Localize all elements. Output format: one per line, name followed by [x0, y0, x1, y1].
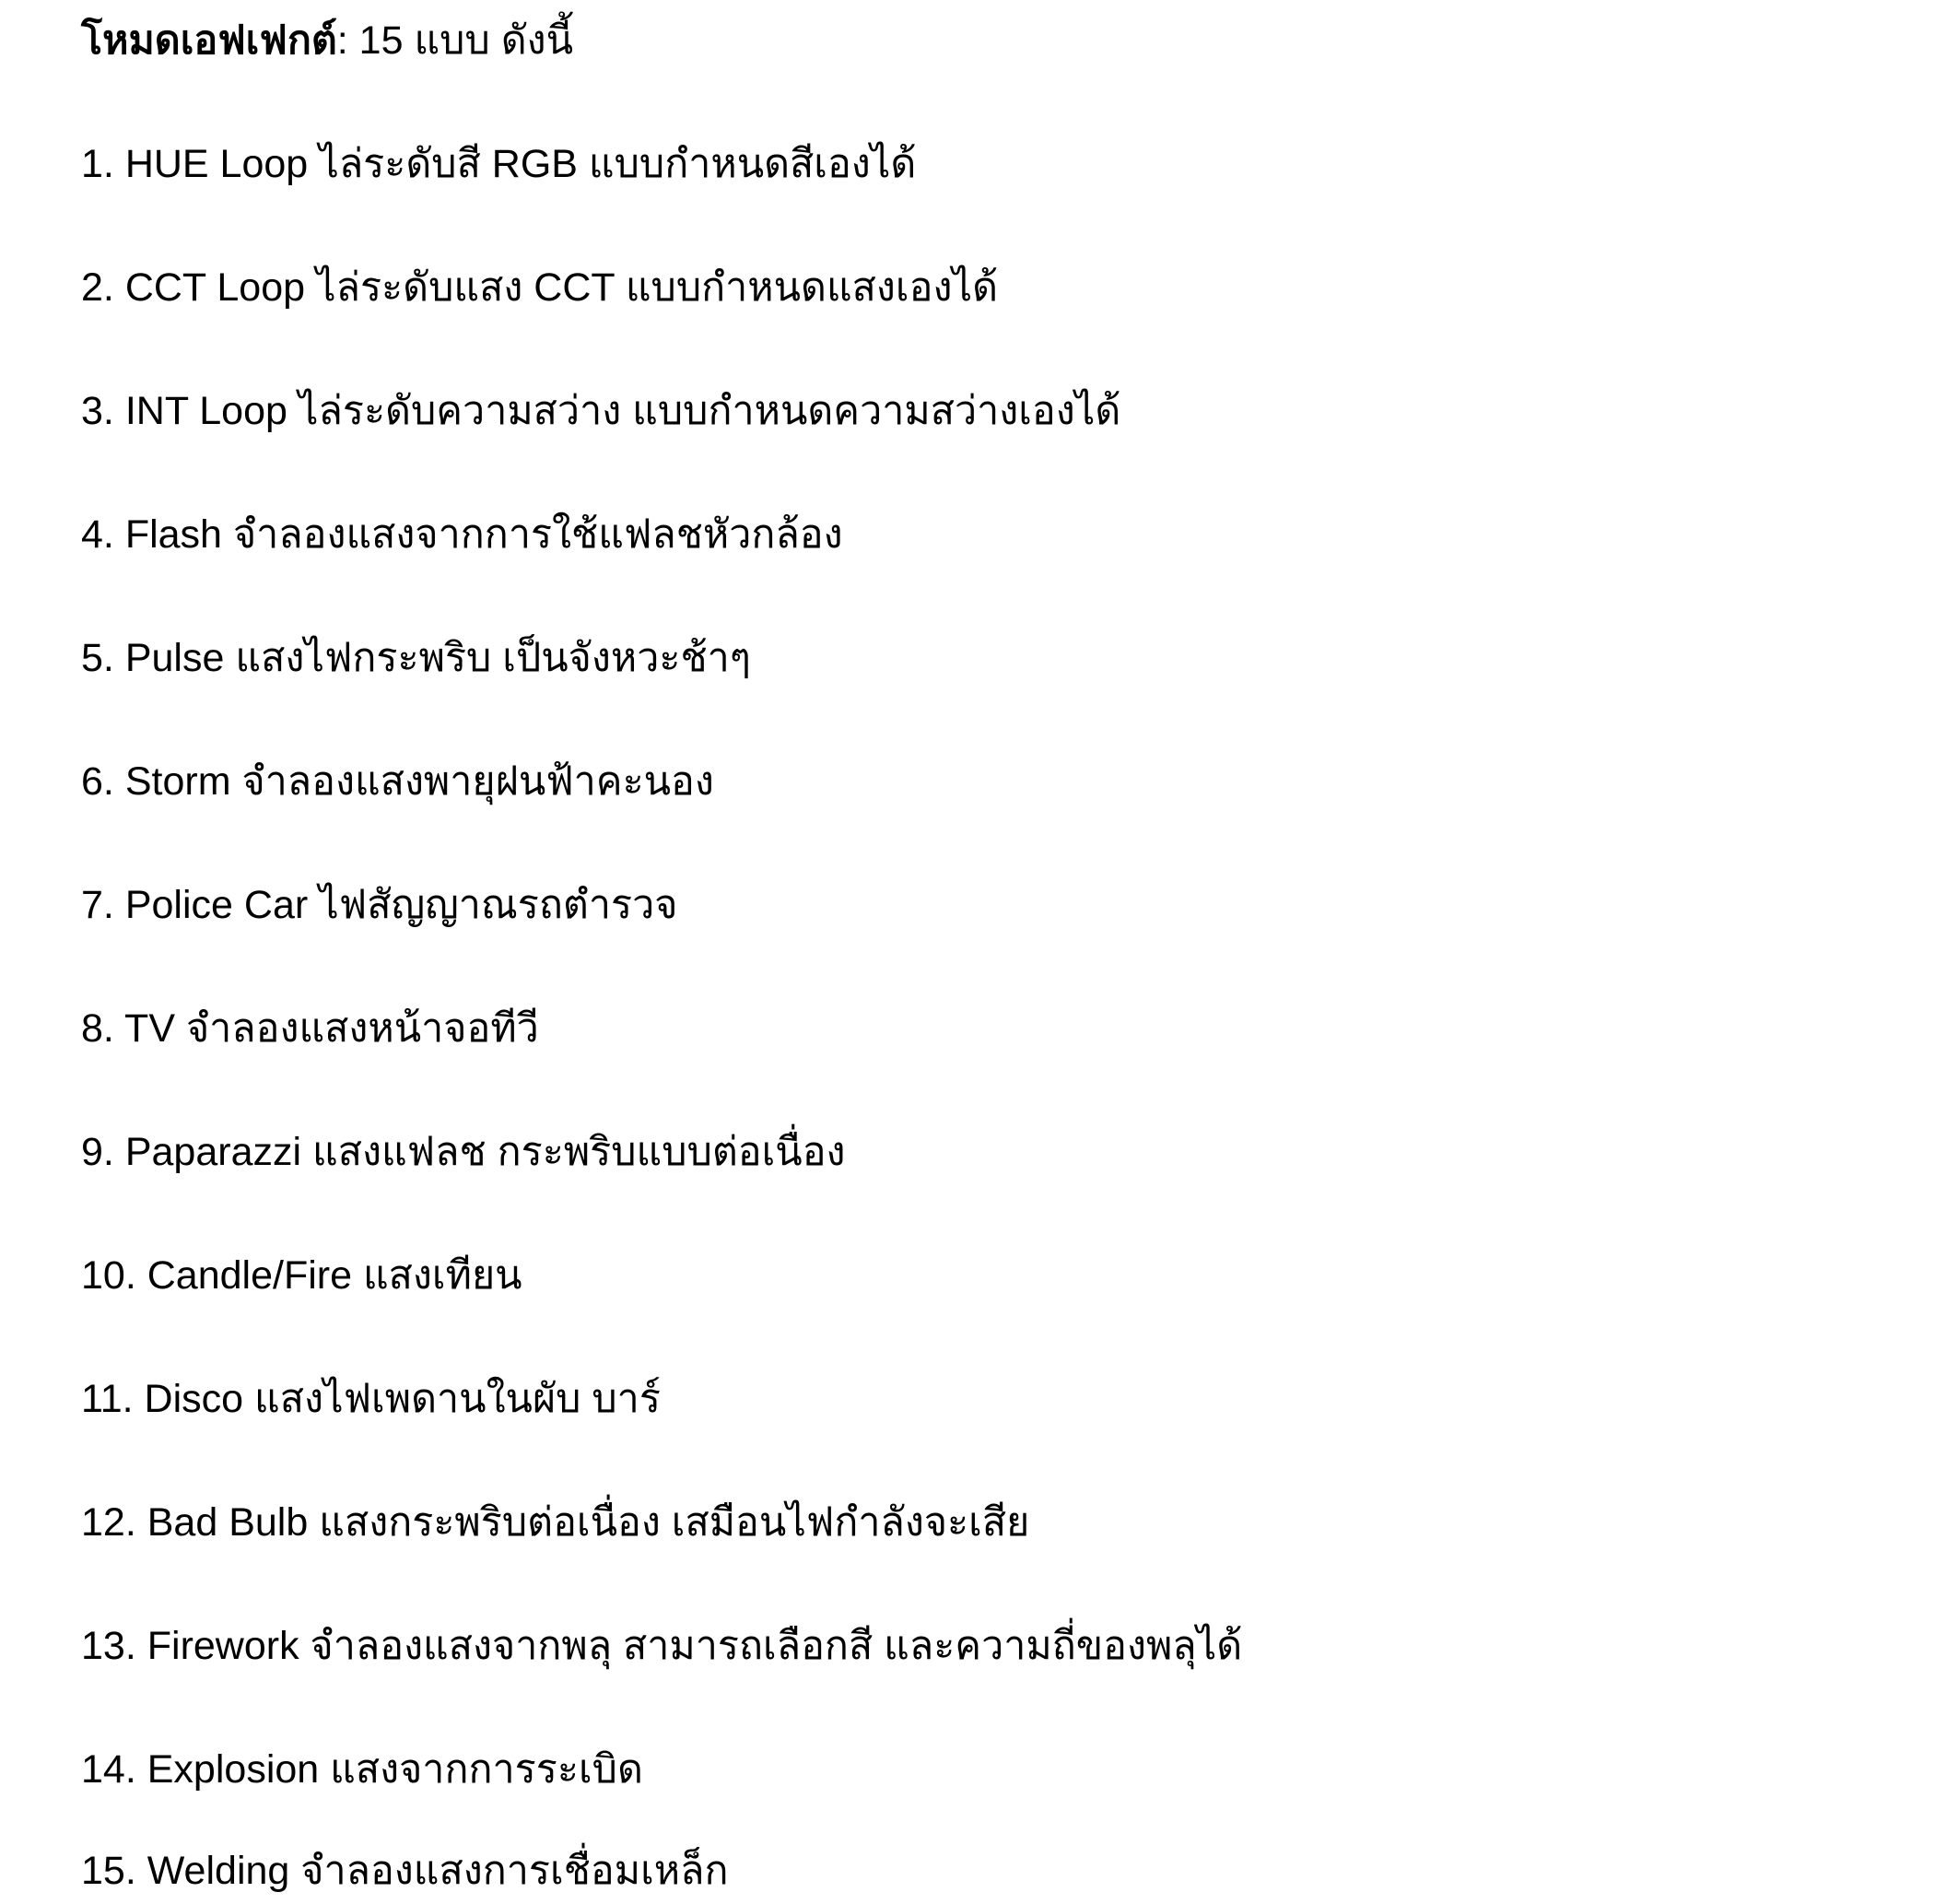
heading-separator: :	[336, 18, 348, 63]
effect-number: 15 .	[81, 1849, 147, 1893]
effect-number: 2 .	[81, 265, 125, 310]
effect-number: 1 .	[81, 142, 125, 186]
heading-value: 15 แบบ ดังนี้	[347, 18, 574, 63]
effect-number: 12 .	[81, 1500, 147, 1545]
effect-number: 6 .	[81, 759, 125, 804]
effect-item-10	[81, 1248, 522, 1303]
heading-label: โหมดเอฟเฟกต์	[81, 18, 337, 63]
effect-item-6	[81, 754, 714, 809]
effect-item-11	[81, 1371, 661, 1427]
effect-number: 9 .	[81, 1130, 125, 1174]
effect-item-3	[81, 383, 1120, 439]
effect-name: Paparazzi	[124, 1130, 302, 1174]
effect-name: INT Loop	[124, 389, 287, 433]
effect-description: ไฟสัญญาณรถตำรวจ	[319, 883, 678, 927]
effect-name: Explosion	[147, 1747, 320, 1792]
effect-name: Flash	[124, 512, 222, 557]
effect-item-4	[81, 507, 843, 562]
effect-item-14	[81, 1742, 643, 1797]
effect-description: แสงจากการระเบิด	[330, 1747, 643, 1792]
effect-number: 14 .	[81, 1747, 147, 1792]
effect-name: Disco	[144, 1377, 244, 1421]
effect-description: ไล่ระดับความสว่าง แบบกำหนดความสว่างเองได้	[298, 389, 1121, 433]
effects-heading	[81, 13, 573, 68]
effect-description: แสงไฟกระพริบ เป็นจังหวะช้าๆ	[235, 636, 751, 680]
effect-item-1	[81, 136, 916, 192]
effect-number: 8 .	[81, 1006, 124, 1051]
effect-name: Candle/Fire	[147, 1253, 353, 1298]
effect-number: 10 .	[81, 1253, 147, 1298]
effect-description: จำลองแสงจากการใช้แฟลชหัวกล้อง	[232, 512, 843, 557]
effect-item-8	[81, 1001, 539, 1056]
effect-description: แสงเทียน	[362, 1253, 522, 1298]
effect-description: จำลองแสงการเชื่อมเหล็ก	[300, 1849, 729, 1893]
effect-name: Welding	[147, 1849, 290, 1893]
effect-item-15	[81, 1843, 729, 1898]
effect-number: 3 .	[81, 389, 125, 433]
effect-description: ไล่ระดับแสง CCT แบบกำหนดแสงเองได้	[315, 265, 998, 310]
effect-description: แสงกระพริบต่อเนื่อง เสมือนไฟกำลังจะเสีย	[319, 1500, 1030, 1545]
effect-item-9	[81, 1124, 846, 1180]
effect-item-12	[81, 1495, 1029, 1550]
effect-description: แสงไฟเพดานในผับ บาร์	[254, 1377, 661, 1421]
effect-name: Firework	[147, 1624, 299, 1668]
effect-item-5	[81, 630, 751, 686]
effect-item-7	[81, 877, 677, 933]
effect-description: จำลองแสงจากพลุ สามารถเลือกสี และความถี่ของพลุได้	[310, 1624, 1243, 1668]
effect-number: 11 .	[81, 1377, 145, 1421]
effect-item-13	[81, 1618, 1242, 1674]
effect-name: HUE Loop	[124, 142, 309, 186]
effect-number: 13 .	[81, 1624, 147, 1668]
effect-description: ไล่ระดับสี RGB แบบกำหนดสีเองได้	[319, 142, 917, 186]
effect-name: TV	[124, 1006, 175, 1051]
effect-name: Pulse	[124, 636, 225, 680]
effect-item-2	[81, 260, 998, 315]
effect-number: 5 .	[81, 636, 125, 680]
effect-name: Police Car	[124, 883, 309, 927]
effect-name: Storm	[124, 759, 231, 804]
effect-description: จำลองแสงหน้าจอทีวี	[185, 1006, 539, 1051]
effect-description: แสงแฟลช กระพริบแบบต่อเนื่อง	[312, 1130, 846, 1174]
effect-number: 4 .	[81, 512, 125, 557]
effect-name: CCT Loop	[124, 265, 306, 310]
effect-number: 7 .	[81, 883, 125, 927]
effect-description: จำลองแสงพายุฝนฟ้าคะนอง	[241, 759, 714, 804]
effect-name: Bad Bulb	[147, 1500, 309, 1545]
